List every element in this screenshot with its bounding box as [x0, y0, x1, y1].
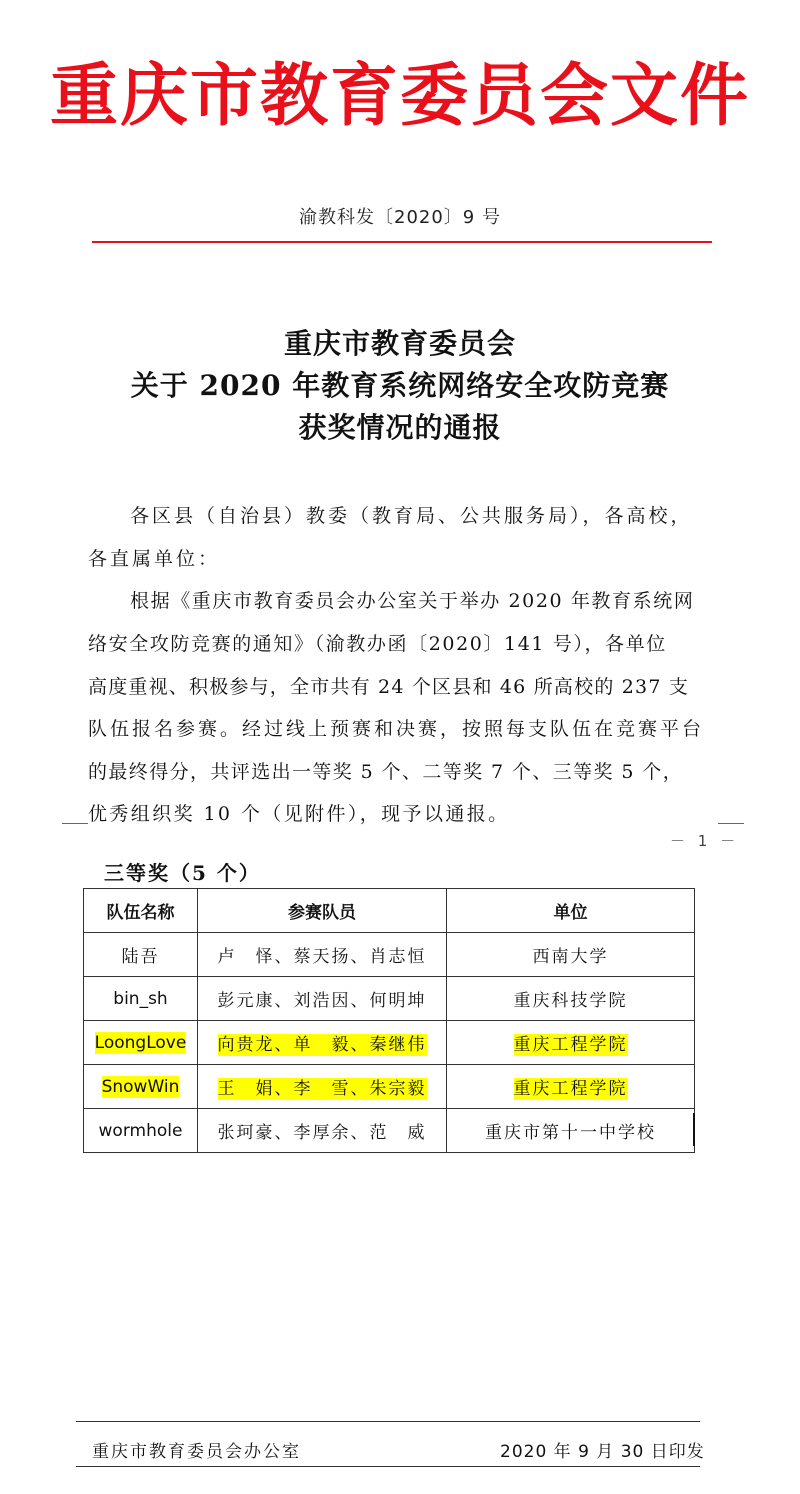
body-line: 高度重视、积极参与，全市共有 24 个区县和 46 所高校的 237 支	[88, 676, 690, 698]
unit: 重庆市第十一中学校	[485, 1123, 656, 1143]
members-cell	[198, 1021, 447, 1065]
document-number: 渝教科发〔2020〕9 号	[299, 207, 501, 228]
unit-cell	[447, 977, 695, 1021]
body-line: 络安全攻防竞赛的通知》（渝教办函〔2020〕141 号），各单位	[88, 633, 667, 655]
body-line: 队伍报名参赛。经过线上预赛和决赛，按照每支队伍在竞赛平台	[88, 718, 705, 740]
page-break-mark-right	[718, 823, 744, 824]
body-line: 各区县（自治县）教委（教育局、公共服务局），各高校，	[130, 505, 693, 527]
notice-title-line-2: 关于 2020 年教育系统网络安全攻防竞赛	[130, 369, 670, 402]
notice-title-line-3: 获奖情况的通报	[298, 411, 502, 444]
document-masthead: 重庆市教育委员会文件	[49, 56, 750, 136]
table-row-highlighted	[84, 1021, 695, 1065]
footer-print-date: 2020 年 9 月 30 日印发	[500, 1442, 705, 1462]
team-name-cell	[84, 1109, 198, 1153]
team-name-highlighted: SnowWin	[101, 1076, 180, 1097]
table-row	[84, 1109, 695, 1153]
body-line: 根据《重庆市教育委员会办公室关于举办 2020 年教育系统网	[130, 590, 695, 612]
header-members: 参赛队员	[198, 889, 447, 933]
team-name: bin_sh	[113, 988, 168, 1009]
members-cell	[198, 1109, 447, 1153]
members-cell	[198, 933, 447, 977]
red-divider	[92, 241, 712, 243]
unit-cell	[447, 1065, 695, 1109]
members-cell	[198, 1065, 447, 1109]
table-caption: 三等奖（5 个）	[104, 861, 261, 885]
footer-rule-bottom	[76, 1466, 700, 1467]
table-row	[84, 933, 695, 977]
team-name: wormhole	[98, 1120, 183, 1141]
page-number: － 1 －	[670, 832, 740, 850]
team-name-cell	[84, 1065, 198, 1109]
members: 卢 怿、蔡天扬、肖志恒	[217, 947, 427, 967]
footer-rule-top	[76, 1421, 700, 1422]
notice-title-line-1: 重庆市教育委员会	[283, 327, 516, 360]
header-unit: 单位	[447, 889, 695, 933]
unit: 重庆科技学院	[513, 991, 628, 1011]
table-row	[84, 977, 695, 1021]
team-name-cell	[84, 1021, 198, 1065]
members: 彭元康、刘浩因、何明坤	[217, 991, 427, 1011]
unit-cell	[447, 933, 695, 977]
body-line: 的最终得分，共评选出一等奖 5 个、二等奖 7 个、三等奖 5 个，	[88, 761, 684, 783]
header-team-name: 队伍名称	[84, 889, 198, 933]
members-highlighted: 向贵龙、单 毅、秦继伟	[217, 1035, 427, 1055]
members-cell	[198, 977, 447, 1021]
table-header-row	[84, 889, 695, 933]
body-line: 优秀组织奖 10 个（见附件），现予以通报。	[88, 803, 510, 825]
unit-cell	[447, 1021, 695, 1065]
unit-highlighted: 重庆工程学院	[513, 1079, 628, 1099]
members-highlighted: 王 娟、李 雪、朱宗毅	[217, 1079, 427, 1099]
page-break-mark-left	[62, 823, 88, 824]
unit: 西南大学	[532, 947, 609, 967]
team-name: 陆吾	[121, 947, 160, 967]
table-row-highlighted	[84, 1065, 695, 1109]
unit-highlighted: 重庆工程学院	[513, 1035, 628, 1055]
team-name-highlighted: LoongLove	[94, 1032, 187, 1053]
team-name-cell	[84, 977, 198, 1021]
footer-issuer: 重庆市教育委员会办公室	[92, 1442, 301, 1462]
unit-cell	[447, 1109, 695, 1153]
team-name-cell	[84, 933, 198, 977]
third-prize-table	[83, 888, 695, 1153]
text-cursor	[693, 1113, 695, 1146]
body-line: 各直属单位：	[88, 548, 221, 570]
members: 张珂豪、李厚余、范 威	[217, 1123, 427, 1143]
